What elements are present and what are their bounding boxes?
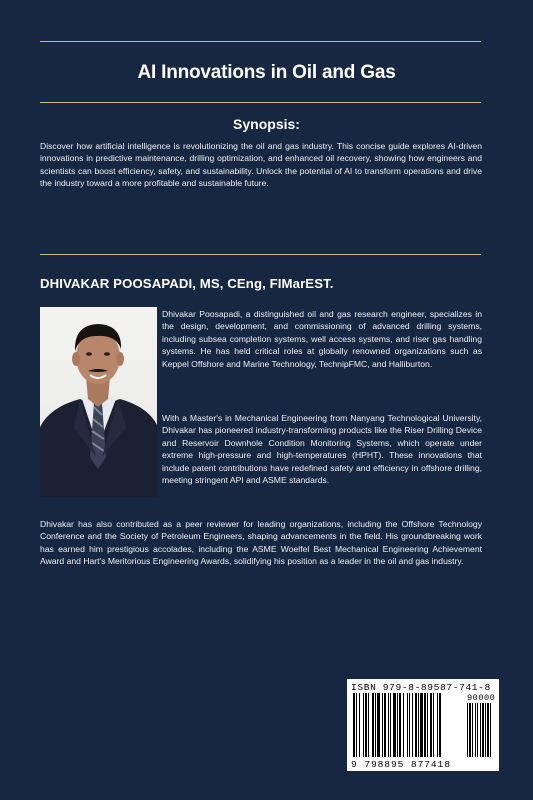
author-bio-paragraph: Dhivakar Poosapadi, a distinguished oil and gas research engineer, specializes in the design, development, and commissioning of advanced drilling systems, including subsea completion systems, well access systems, and riser gas handling systems. He has held critical roles at globally renowned organizations such as Keppel Offshore and Marine Technology, TechnipFMC, and Halliburton. bbox=[162, 309, 482, 369]
synopsis-text: Discover how artificial intelligence is revolutionizing the oil and gas industry. This concise guide explores AI-driven innovations in predictive maintenance, drilling optimization, and enhanced oil recovery, showing how engineers and scientists can boost efficiency, safety, and sustainability. Unlock the potential of AI to transform operations and drive the industry toward a more profitable and sustainable future. bbox=[40, 141, 482, 189]
title-rule bbox=[40, 102, 481, 103]
top-rule bbox=[40, 41, 481, 42]
price-code: 90000 bbox=[467, 693, 496, 703]
barcode-digits: 9 798895 877418 bbox=[351, 759, 451, 770]
synopsis-heading: Synopsis: bbox=[233, 116, 300, 132]
author-photo bbox=[40, 307, 157, 497]
author-bio-paragraph: With a Master's in Mechanical Engineering from Nanyang Technological University, Dhivakar has pioneered industry-transforming products like the Riser Drilling Device and Reservoir Downhole Condition Monitoring Systems, which operate under extreme high-pressure and high-temperatures (HPHT). These innovations that include patent contributions have redefined safety and efficiency in offshore drilling, meeting stringent API and ASME standards. bbox=[162, 413, 482, 486]
author-name: DHIVAKAR POOSAPADI, MS, CEng, FIMarEST. bbox=[40, 276, 334, 291]
isbn-barcode bbox=[347, 679, 499, 771]
isbn-label: ISBN 979-8-89587-741-8 bbox=[351, 682, 491, 693]
book-title: AI Innovations in Oil and Gas bbox=[137, 62, 396, 83]
section-rule bbox=[40, 254, 481, 255]
barcode-bars bbox=[353, 693, 495, 759]
author-bio-paragraph: Dhivakar has also contributed as a peer reviewer for leading organizations, including the Offshore Technology Conference and the Society of Petroleum Engineers, shaping advancements in the field. His groundbreaking work has earned him prestigious accolades, including the ASME Woelfel Best Mechanical Engineering Achievement Award and Hart's Meritorious Engineering Awards, solidifying his position as a leader in the oil and gas industry. bbox=[40, 519, 482, 567]
